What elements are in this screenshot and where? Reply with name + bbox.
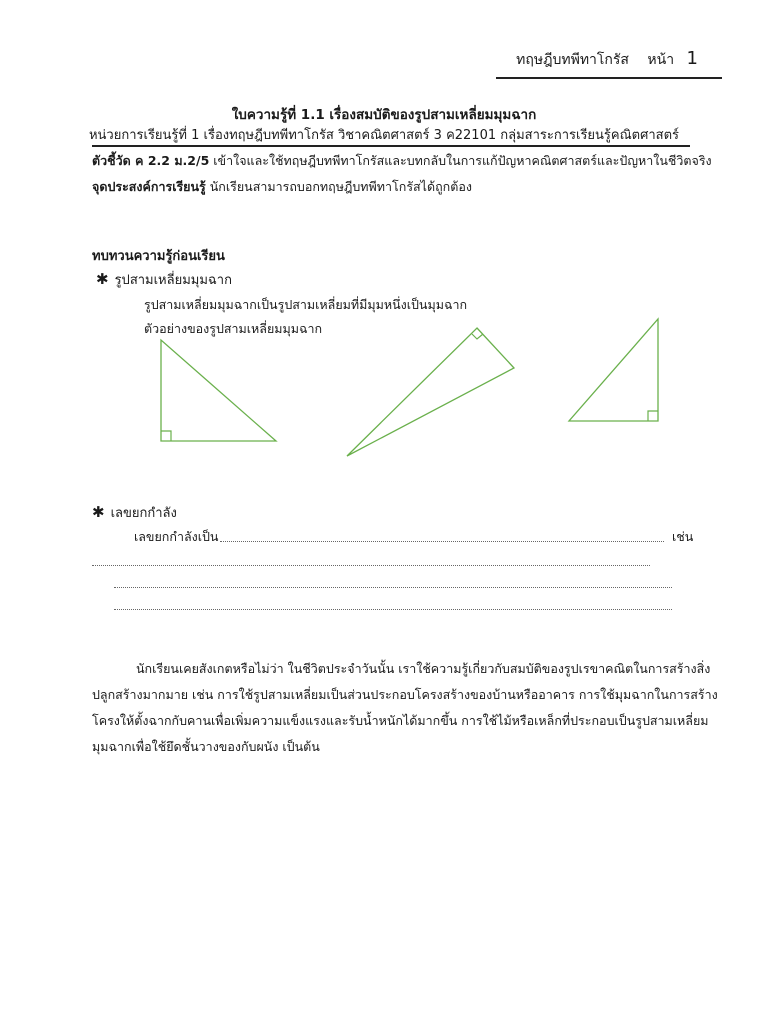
exponent-topic-line <box>92 502 177 523</box>
header-page-number: 1 <box>686 48 698 69</box>
right-triangle-definition: รูปสามเหลี่ยมมุมฉากเป็นรูปสามเหลี่ยมที่มีมุมหนึ่งเป็นมุมฉาก <box>144 297 468 312</box>
unit-line: หน่วยการเรียนรู้ที่ 1 เรื่องทฤษฎีบทพีทาโกรัส วิชาคณิตศาสตร์ 3 ค22101 กลุ่มสาระการเรียนรู้คณิตศาสตร์ <box>88 128 680 143</box>
fill-in-line[interactable] <box>114 587 672 588</box>
star-bullet-icon: ✱ <box>96 270 109 288</box>
objective-label: จุดประสงค์การเรียนรู้ <box>92 179 206 194</box>
worksheet-title: ใบความรู้ที่ 1.1 เรื่องสมบัติของรูปสามเหลี่ยมมุมฉาก <box>231 107 537 123</box>
right-triangle-3 <box>569 319 658 421</box>
paragraph-line: มุมฉากเพื่อใช้ยึดชั้นวางของกับผนัง เป็นต้น <box>92 739 320 754</box>
right-triangle-2 <box>347 328 514 456</box>
header-subject: ทฤษฎีบทพีทาโกรัส <box>516 52 629 68</box>
star-bullet-icon: ✱ <box>92 503 105 521</box>
review-topic: รูปสามเหลี่ยมมุมฉาก <box>114 273 232 288</box>
indicator-text: เข้าใจและใช้ทฤษฎีบทพีทาโกรัสและบทกลับในการแก้ปัญหาคณิตศาสตร์และปัญหาในชีวิตจริง <box>209 153 712 168</box>
paragraph-line: โครงให้ตั้งฉากกับคานเพื่อเพิ่มความแข็งแรงและรับน้ำหนักได้มากขึ้น การใช้ไม้หรือเหล็กที่ประกอบเป็นรูปสามเหลี่ยม <box>92 713 709 728</box>
fill-in-line[interactable] <box>92 565 650 566</box>
header-page-label: หน้า <box>647 52 675 68</box>
review-heading: ทบทวนความรู้ก่อนเรียน <box>92 249 225 264</box>
paragraph-line: นักเรียนเคยสังเกตหรือไม่ว่า ในชีวิตประจำวันนั้น เราใช้ความรู้เกี่ยวกับสมบัติของรูปเรขาคณิตในการสร้างสิ่ง <box>136 661 711 676</box>
example-word: เช่น <box>672 529 694 544</box>
objective-text: นักเรียนสามารถบอกทฤษฎีบทพีทาโกรัสได้ถูกต้อง <box>205 179 472 194</box>
fill-in-line[interactable] <box>220 541 664 542</box>
exponent-prompt: เลขยกกำลังเป็น <box>134 529 219 544</box>
indicator-label: ตัวชี้วัด ค 2.2 ม.2/5 <box>92 153 210 168</box>
fill-in-line[interactable] <box>114 609 672 610</box>
exponent-topic: เลขยกกำลัง <box>110 506 177 521</box>
examples-label: ตัวอย่างของรูปสามเหลี่ยมมุมฉาก <box>144 321 323 336</box>
right-triangle-1 <box>161 340 276 441</box>
paragraph-line: ปลูกสร้างมากมาย เช่น การใช้รูปสามเหลี่ยมเป็นส่วนประกอบโครงสร้างของบ้านหรืออาคาร การใช้มุมฉากในการสร้าง <box>92 687 718 702</box>
intro-paragraph <box>92 656 718 760</box>
